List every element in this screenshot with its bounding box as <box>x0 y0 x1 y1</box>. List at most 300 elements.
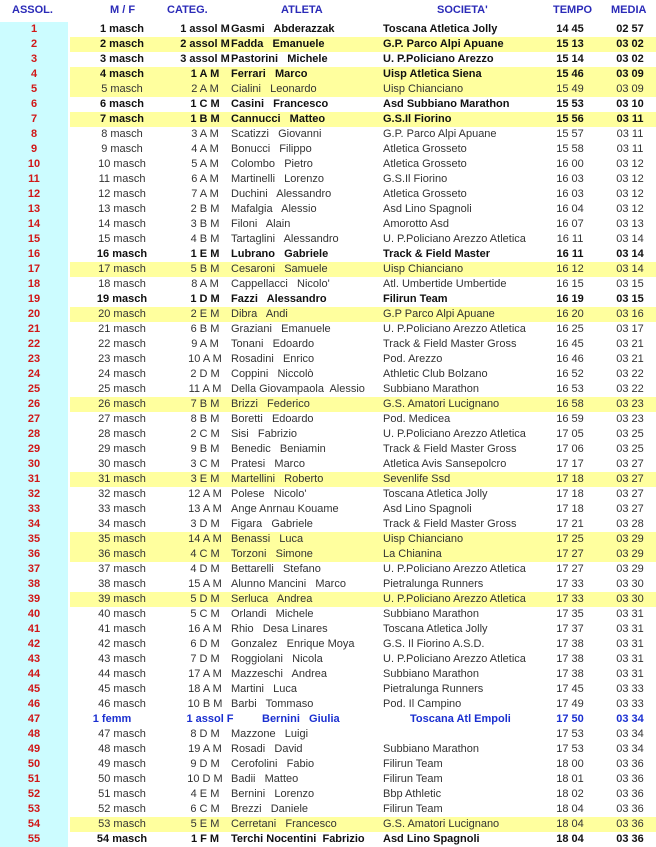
cell-pace: 03 31 <box>616 653 644 665</box>
cell-category: 8 B M <box>190 413 220 425</box>
cell-club: G.S. Il Fiorino A.S.D. <box>383 638 485 650</box>
table-row <box>0 217 656 232</box>
cell-club: Sevenlife Ssd <box>383 473 451 485</box>
cell-pace: 03 34 <box>616 743 644 755</box>
cell-position: 1 <box>30 23 38 35</box>
cell-time: 16 46 <box>556 353 584 365</box>
table-row <box>0 547 656 562</box>
cell-gender-rank: 50 masch <box>98 773 146 785</box>
cell-athlete: Dibra Andi <box>231 308 288 320</box>
cell-time: 17 38 <box>556 638 584 650</box>
cell-position: 53 <box>27 803 41 815</box>
cell-pace: 03 30 <box>616 593 644 605</box>
cell-position: 14 <box>27 218 41 230</box>
cell-gender-rank: 38 masch <box>98 578 146 590</box>
cell-pace: 03 27 <box>616 503 644 515</box>
cell-athlete: Coppini Niccolò <box>231 368 314 380</box>
cell-position: 8 <box>30 128 38 140</box>
cell-gender-rank: 13 masch <box>98 203 146 215</box>
cell-time: 17 35 <box>556 608 584 620</box>
cell-category: 3 assol M <box>180 53 230 65</box>
cell-position: 37 <box>27 563 41 575</box>
table-row <box>0 382 656 397</box>
cell-athlete: Benedic Beniamin <box>231 443 326 455</box>
cell-pace: 03 16 <box>616 308 644 320</box>
cell-pace: 03 36 <box>616 788 644 800</box>
cell-gender-rank: 49 masch <box>98 758 146 770</box>
cell-position: 39 <box>27 593 41 605</box>
cell-athlete: Mazzeschi Andrea <box>231 668 327 680</box>
cell-club: U. P.Policiano Arezzo Atletica <box>383 593 526 605</box>
table-row <box>0 37 656 52</box>
cell-position: 30 <box>27 458 41 470</box>
cell-position: 24 <box>27 368 41 380</box>
cell-category: 2 B M <box>190 203 220 215</box>
cell-athlete: Graziani Emanuele <box>231 323 331 335</box>
cell-category: 1 E M <box>190 248 220 260</box>
cell-pace: 03 27 <box>616 473 644 485</box>
cell-position: 51 <box>27 773 41 785</box>
cell-gender-rank: 6 masch <box>99 98 145 110</box>
table-row <box>0 457 656 472</box>
cell-club: Subbiano Marathon <box>383 608 480 620</box>
cell-time: 17 18 <box>556 488 584 500</box>
cell-pace: 03 10 <box>616 98 644 110</box>
cell-position: 45 <box>27 683 41 695</box>
cell-pace: 03 29 <box>616 533 644 545</box>
cell-gender-rank: 17 masch <box>98 263 146 275</box>
cell-time: 17 21 <box>556 518 584 530</box>
cell-time: 16 12 <box>556 263 584 275</box>
cell-time: 16 52 <box>556 368 584 380</box>
cell-pace: 03 33 <box>616 698 644 710</box>
header-media: MEDIA <box>611 4 647 16</box>
cell-club: Uisp Chianciano <box>383 263 464 275</box>
cell-position: 25 <box>27 383 41 395</box>
cell-time: 17 37 <box>556 623 584 635</box>
cell-position: 38 <box>27 578 41 590</box>
cell-position: 10 <box>27 158 41 170</box>
table-row <box>0 22 656 37</box>
cell-pace: 03 36 <box>616 758 644 770</box>
cell-position: 6 <box>30 98 38 110</box>
cell-gender-rank: 24 masch <box>98 368 146 380</box>
cell-club: Toscana Atletica Jolly <box>383 623 488 635</box>
table-row <box>0 277 656 292</box>
cell-athlete: Della Giovampaola Alessio <box>231 383 365 395</box>
cell-category: 6 A M <box>191 173 219 185</box>
cell-club: G.S.Il Fiorino <box>383 173 448 185</box>
cell-time: 17 17 <box>556 458 584 470</box>
cell-position: 4 <box>30 68 38 80</box>
table-row <box>0 97 656 112</box>
cell-club: Asd Lino Spagnoli <box>383 203 472 215</box>
cell-club: Atletica Grosseto <box>383 143 467 155</box>
cell-gender-rank: 44 masch <box>98 668 146 680</box>
cell-time: 17 50 <box>556 713 584 725</box>
cell-pace: 03 25 <box>616 443 644 455</box>
cell-athlete: Lubrano Gabriele <box>231 248 329 260</box>
cell-category: 2 E M <box>190 308 220 320</box>
cell-category: 1 assol M <box>180 23 230 35</box>
cell-category: 3 D M <box>190 518 220 530</box>
cell-position: 43 <box>27 653 41 665</box>
cell-time: 17 45 <box>556 683 584 695</box>
cell-category: 4 A M <box>191 143 219 155</box>
cell-category: 3 B M <box>190 218 220 230</box>
cell-gender-rank: 41 masch <box>98 623 146 635</box>
cell-category: 3 C M <box>190 458 220 470</box>
cell-club: Atletica Avis Sansepolcro <box>383 458 507 470</box>
cell-gender-rank: 21 masch <box>98 323 146 335</box>
cell-club: Track & Field Master <box>383 248 490 260</box>
cell-position: 33 <box>27 503 41 515</box>
cell-club: Track & Field Master Gross <box>383 443 517 455</box>
cell-category: 14 A M <box>188 533 222 545</box>
cell-athlete: Martini Luca <box>231 683 298 695</box>
table-row <box>0 202 656 217</box>
table-row <box>0 607 656 622</box>
cell-time: 17 27 <box>556 563 584 575</box>
cell-club: G.P. Parco Alpi Apuane <box>383 38 504 50</box>
table-header <box>0 0 656 22</box>
table-row <box>0 562 656 577</box>
cell-category: 7 A M <box>191 188 219 200</box>
cell-category: 12 A M <box>188 488 222 500</box>
cell-position: 11 <box>28 173 40 185</box>
cell-pace: 03 34 <box>616 713 644 725</box>
cell-gender-rank: 45 masch <box>98 683 146 695</box>
cell-club: Pietralunga Runners <box>383 683 484 695</box>
cell-pace: 03 09 <box>616 83 644 95</box>
cell-gender-rank: 36 masch <box>98 548 146 560</box>
cell-pace: 03 27 <box>616 488 644 500</box>
cell-position: 22 <box>27 338 41 350</box>
cell-club: Asd Lino Spagnoli <box>383 503 472 515</box>
cell-athlete: Tonani Edoardo <box>231 338 315 350</box>
cell-time: 18 00 <box>556 758 584 770</box>
cell-gender-rank: 53 masch <box>98 818 146 830</box>
cell-category: 3 A M <box>191 128 219 140</box>
table-row <box>0 532 656 547</box>
cell-position: 29 <box>27 443 41 455</box>
cell-gender-rank: 19 masch <box>96 293 148 305</box>
cell-pace: 03 30 <box>616 578 644 590</box>
cell-club: Toscana Atl Empoli <box>410 713 511 725</box>
cell-category: 6 B M <box>190 323 220 335</box>
cell-pace: 03 14 <box>616 233 644 245</box>
cell-category: 10 B M <box>187 698 223 710</box>
cell-gender-rank: 15 masch <box>98 233 146 245</box>
cell-athlete: Ange Anrnau Kouame <box>231 503 339 515</box>
cell-category: 1 A M <box>190 68 220 80</box>
cell-club: U. P.Policiano Arezzo Atletica <box>383 233 526 245</box>
cell-pace: 03 29 <box>616 548 644 560</box>
cell-position: 20 <box>27 308 41 320</box>
table-row <box>0 262 656 277</box>
table-row <box>0 292 656 307</box>
cell-club: Uisp Chianciano <box>383 83 464 95</box>
cell-pace: 03 17 <box>616 323 644 335</box>
cell-athlete: Bernini Lorenzo <box>231 788 315 800</box>
cell-position: 36 <box>27 548 41 560</box>
cell-club: Athletic Club Bolzano <box>383 368 488 380</box>
cell-gender-rank: 10 masch <box>98 158 146 170</box>
cell-category: 8 A M <box>191 278 219 290</box>
table-row <box>0 517 656 532</box>
cell-position: 18 <box>27 278 41 290</box>
cell-position: 23 <box>27 353 41 365</box>
cell-club: Filirun Team <box>383 758 443 770</box>
cell-club: G.S. Amatori Lucignano <box>383 818 500 830</box>
cell-club: U. P.Policiano Arezzo Atletica <box>383 428 526 440</box>
cell-gender-rank: 48 masch <box>98 743 146 755</box>
cell-athlete: Ferrari Marco <box>231 68 308 80</box>
cell-pace: 03 36 <box>616 803 644 815</box>
cell-category: 5 B M <box>190 263 220 275</box>
cell-time: 17 53 <box>556 743 584 755</box>
cell-gender-rank: 52 masch <box>98 803 146 815</box>
cell-athlete: Cialini Leonardo <box>231 83 317 95</box>
cell-position: 12 <box>27 188 41 200</box>
table-row <box>0 787 656 802</box>
cell-pace: 03 12 <box>616 158 644 170</box>
cell-position: 21 <box>27 323 41 335</box>
cell-position: 7 <box>30 113 38 125</box>
cell-time: 17 27 <box>556 548 584 560</box>
cell-position: 2 <box>30 38 38 50</box>
cell-time: 16 25 <box>556 323 584 335</box>
cell-pace: 03 36 <box>616 818 644 830</box>
table-row <box>0 622 656 637</box>
cell-category: 2 C M <box>190 428 220 440</box>
table-row <box>0 667 656 682</box>
cell-athlete: Mafalgia Alessio <box>231 203 317 215</box>
cell-time: 15 46 <box>556 68 584 80</box>
cell-athlete: Polese Nicolo' <box>231 488 307 500</box>
cell-club: Asd Subbiano Marathon <box>383 98 510 110</box>
cell-gender-rank: 35 masch <box>98 533 146 545</box>
header-mf: M / F <box>110 4 136 16</box>
cell-club: U. P.Policiano Arezzo Atletica <box>383 323 526 335</box>
cell-club: Atletica Grosseto <box>383 188 467 200</box>
cell-athlete: Cannucci Matteo <box>231 113 326 125</box>
cell-gender-rank: 37 masch <box>98 563 146 575</box>
cell-category: 13 A M <box>188 503 222 515</box>
cell-pace: 03 34 <box>616 728 644 740</box>
cell-time: 16 11 <box>556 248 584 260</box>
cell-category: 7 B M <box>190 398 220 410</box>
cell-pace: 03 12 <box>616 188 644 200</box>
cell-gender-rank: 18 masch <box>98 278 146 290</box>
cell-club: Subbiano Marathon <box>383 383 480 395</box>
table-row <box>0 472 656 487</box>
cell-time: 17 38 <box>556 668 584 680</box>
table-row <box>0 757 656 772</box>
cell-athlete: Cerofolini Fabio <box>231 758 315 770</box>
cell-club: Amorotto Asd <box>383 218 450 230</box>
table-row <box>0 397 656 412</box>
cell-athlete: Colombo Pietro <box>231 158 313 170</box>
table-row <box>0 592 656 607</box>
cell-athlete: Sisi Fabrizio <box>231 428 298 440</box>
table-row <box>0 187 656 202</box>
cell-position: 52 <box>27 788 41 800</box>
cell-category: 1 C M <box>190 98 220 110</box>
cell-club: Subbiano Marathon <box>383 668 480 680</box>
cell-position: 17 <box>27 263 41 275</box>
cell-position: 49 <box>27 743 41 755</box>
cell-gender-rank: 4 masch <box>99 68 145 80</box>
cell-athlete: Fadda Emanuele <box>231 38 325 50</box>
table-row <box>0 337 656 352</box>
table-row <box>0 682 656 697</box>
table-row <box>0 697 656 712</box>
cell-time: 17 49 <box>556 698 584 710</box>
cell-pace: 03 31 <box>616 623 644 635</box>
cell-time: 15 58 <box>556 143 584 155</box>
cell-athlete: Cerretani Francesco <box>231 818 337 830</box>
cell-athlete: Orlandi Michele <box>231 608 314 620</box>
cell-club: U. P.Policiano Arezzo Atletica <box>383 653 526 665</box>
cell-time: 16 45 <box>556 338 584 350</box>
cell-time: 17 38 <box>556 653 584 665</box>
cell-gender-rank: 40 masch <box>98 608 146 620</box>
cell-time: 18 04 <box>556 833 584 845</box>
cell-athlete: Bettarelli Stefano <box>231 563 321 575</box>
cell-athlete: Fazzi Alessandro <box>231 293 327 305</box>
cell-position: 5 <box>30 83 38 95</box>
cell-position: 27 <box>27 413 41 425</box>
cell-gender-rank: 2 masch <box>99 38 145 50</box>
cell-pace: 03 14 <box>616 263 644 275</box>
cell-position: 46 <box>27 698 41 710</box>
cell-category: 18 A M <box>188 683 222 695</box>
table-row <box>0 637 656 652</box>
cell-position: 35 <box>27 533 41 545</box>
cell-gender-rank: 39 masch <box>98 593 146 605</box>
table-row <box>0 307 656 322</box>
cell-category: 5 D M <box>190 593 220 605</box>
cell-gender-rank: 8 masch <box>101 128 143 140</box>
cell-club: Uisp Atletica Siena <box>383 68 482 80</box>
table-row <box>0 322 656 337</box>
cell-athlete: Figara Gabriele <box>231 518 313 530</box>
table-row <box>0 112 656 127</box>
cell-pace: 03 02 <box>616 38 644 50</box>
cell-time: 18 02 <box>556 788 584 800</box>
cell-club: U. P.Policiano Arezzo <box>383 53 494 65</box>
cell-time: 15 13 <box>556 38 584 50</box>
cell-time: 17 33 <box>556 578 584 590</box>
cell-position: 13 <box>27 203 41 215</box>
cell-pace: 03 22 <box>616 368 644 380</box>
cell-athlete: Gasmi Abderazzak <box>231 23 335 35</box>
cell-pace: 03 13 <box>616 218 644 230</box>
cell-athlete: Serluca Andrea <box>231 593 313 605</box>
cell-athlete: Casini Francesco <box>231 98 329 110</box>
cell-position: 19 <box>27 293 41 305</box>
header-atleta: ATLETA <box>281 4 323 16</box>
cell-gender-rank: 33 masch <box>98 503 146 515</box>
table-row <box>0 142 656 157</box>
cell-position: 32 <box>27 488 41 500</box>
cell-athlete: Terchi Nocentini Fabrizio <box>231 833 365 845</box>
cell-category: 19 A M <box>188 743 222 755</box>
table-row <box>0 487 656 502</box>
cell-position: 26 <box>27 398 41 410</box>
table-row <box>0 772 656 787</box>
cell-time: 18 04 <box>556 803 584 815</box>
table-row <box>0 52 656 67</box>
cell-pace: 03 14 <box>616 248 644 260</box>
cell-time: 16 03 <box>556 173 584 185</box>
table-row <box>0 652 656 667</box>
cell-pace: 03 23 <box>616 413 644 425</box>
table-row <box>0 127 656 142</box>
cell-position: 9 <box>30 143 38 155</box>
cell-athlete: Cesaroni Samuele <box>231 263 328 275</box>
table-row <box>0 727 656 742</box>
cell-gender-rank: 14 masch <box>98 218 146 230</box>
cell-time: 18 04 <box>556 818 584 830</box>
cell-athlete: Roggiolani Nicola <box>231 653 323 665</box>
cell-time: 16 00 <box>556 158 584 170</box>
cell-gender-rank: 30 masch <box>98 458 146 470</box>
cell-gender-rank: 16 masch <box>96 248 148 260</box>
cell-time: 16 11 <box>556 233 584 245</box>
cell-athlete: Barbi Tommaso <box>231 698 314 710</box>
cell-time: 15 56 <box>556 113 584 125</box>
cell-gender-rank: 5 masch <box>101 83 143 95</box>
cell-category: 1 B M <box>190 113 220 125</box>
cell-pace: 03 36 <box>616 833 644 845</box>
cell-club: Pietralunga Runners <box>383 578 484 590</box>
cell-athlete: Brizzi Federico <box>231 398 310 410</box>
cell-gender-rank: 46 masch <box>98 698 146 710</box>
cell-time: 16 15 <box>556 278 584 290</box>
cell-time: 17 06 <box>556 443 584 455</box>
cell-gender-rank: 31 masch <box>98 473 146 485</box>
cell-club: Track & Field Master Gross <box>383 518 517 530</box>
cell-gender-rank: 47 masch <box>98 728 146 740</box>
cell-position: 40 <box>27 608 41 620</box>
cell-athlete: Cappellacci Nicolo' <box>231 278 330 290</box>
cell-club: Bbp Athletic <box>383 788 442 800</box>
table-row <box>0 442 656 457</box>
cell-category: 1 assol F <box>186 713 234 725</box>
cell-gender-rank: 51 masch <box>98 788 146 800</box>
cell-time: 18 01 <box>556 773 584 785</box>
cell-time: 15 14 <box>556 53 584 65</box>
cell-pace: 03 25 <box>616 428 644 440</box>
table-row <box>0 172 656 187</box>
cell-athlete: Martellini Roberto <box>231 473 324 485</box>
cell-athlete: Brezzi Daniele <box>231 803 309 815</box>
cell-pace: 03 11 <box>616 128 644 140</box>
cell-time: 16 20 <box>556 308 584 320</box>
cell-position: 48 <box>27 728 41 740</box>
table-row <box>0 742 656 757</box>
cell-time: 16 04 <box>556 203 584 215</box>
cell-category: 1 D M <box>190 293 220 305</box>
cell-category: 9 D M <box>190 758 220 770</box>
cell-pace: 03 28 <box>616 518 644 530</box>
cell-club: La Chianina <box>383 548 442 560</box>
cell-club: G.S.Il Fiorino <box>383 113 452 125</box>
cell-pace: 03 12 <box>616 173 644 185</box>
table-row <box>0 412 656 427</box>
